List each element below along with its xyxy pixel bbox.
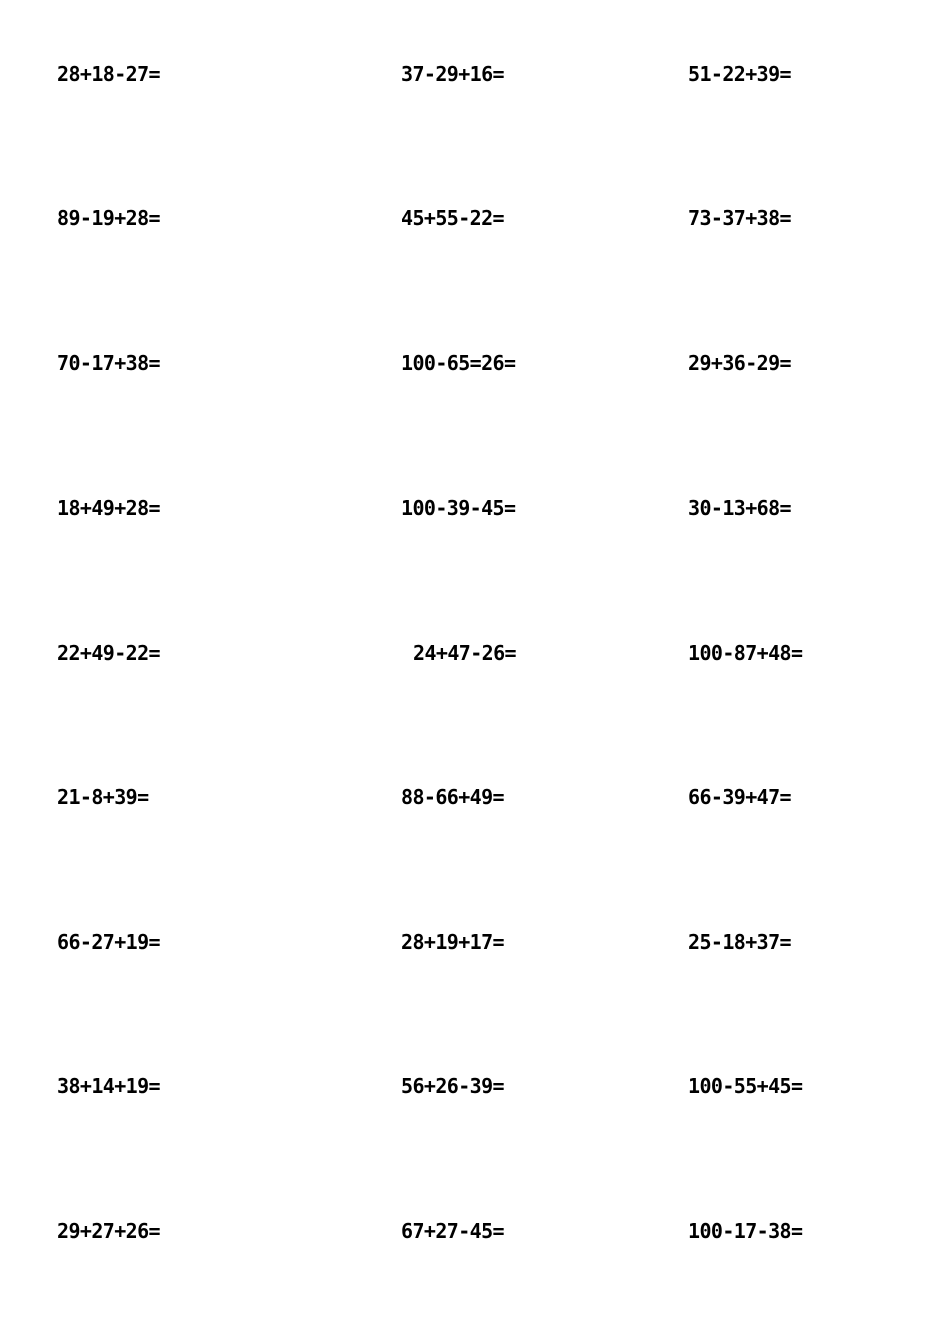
math-problem: 88-66+49= [401, 785, 504, 809]
problem-row [0, 782, 950, 812]
math-problem: 29+36-29= [688, 351, 791, 375]
math-problem: 100-65=26= [401, 351, 516, 375]
problem-row [0, 493, 950, 523]
math-problem: 100-87+48= [688, 641, 803, 665]
problem-row [0, 1071, 950, 1101]
math-problem: 56+26-39= [401, 1074, 504, 1098]
math-problem: 18+49+28= [57, 496, 160, 520]
math-problem: 21-8+39= [57, 785, 149, 809]
math-problem: 67+27-45= [401, 1219, 504, 1243]
math-problem: 28+18-27= [57, 62, 160, 86]
math-problem: 100-17-38= [688, 1219, 803, 1243]
math-problem: 28+19+17= [401, 930, 504, 954]
math-problem: 100-39-45= [401, 496, 516, 520]
problem-row [0, 1216, 950, 1246]
math-problem: 30-13+68= [688, 496, 791, 520]
problem-row [0, 638, 950, 668]
math-problem: 45+55-22= [401, 206, 504, 230]
math-problem: 24+47-26= [413, 641, 516, 665]
math-problem: 29+27+26= [57, 1219, 160, 1243]
math-problem: 51-22+39= [688, 62, 791, 86]
problem-row [0, 927, 950, 957]
math-problem: 66-39+47= [688, 785, 791, 809]
math-problem: 66-27+19= [57, 930, 160, 954]
math-problem: 22+49-22= [57, 641, 160, 665]
math-problem: 100-55+45= [688, 1074, 803, 1098]
problem-row [0, 348, 950, 378]
math-problem: 37-29+16= [401, 62, 504, 86]
math-problem: 38+14+19= [57, 1074, 160, 1098]
math-problem: 70-17+38= [57, 351, 160, 375]
math-problem: 25-18+37= [688, 930, 791, 954]
problem-row [0, 203, 950, 233]
math-problem: 89-19+28= [57, 206, 160, 230]
problem-row [0, 59, 950, 89]
math-problem: 73-37+38= [688, 206, 791, 230]
